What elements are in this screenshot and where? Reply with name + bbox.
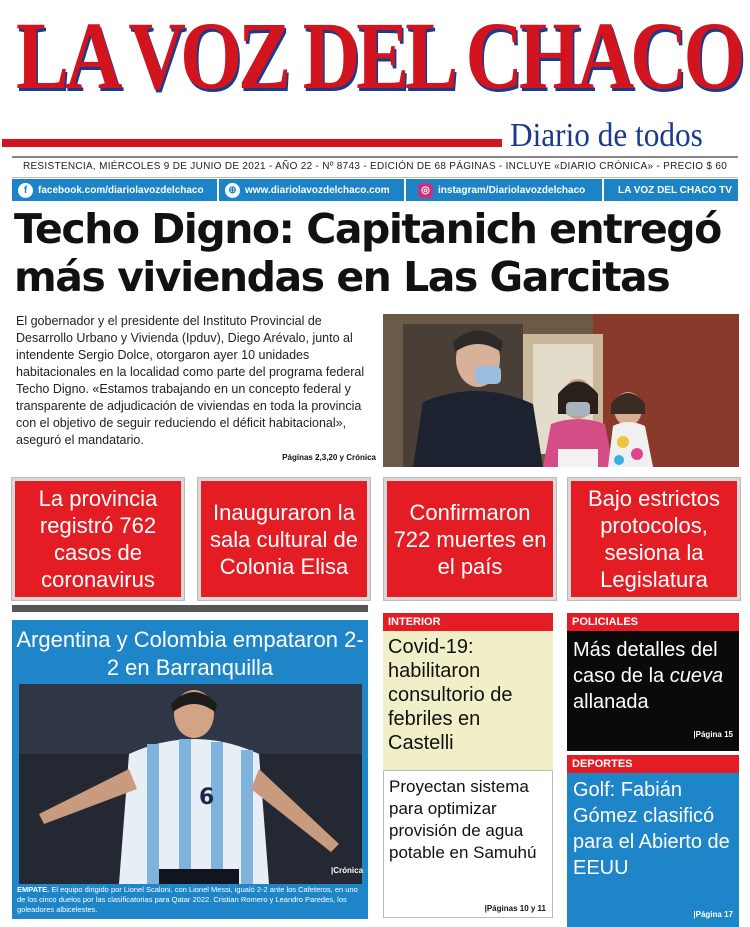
lead-photo — [383, 314, 739, 467]
tv-label: LA VOZ DEL CHACO TV — [618, 184, 732, 196]
interior-section — [383, 613, 553, 777]
caption-lead: EMPATE. — [17, 885, 50, 894]
section-tag-interior: INTERIOR — [383, 613, 553, 631]
water-page-ref: |Páginas 10 y 11 — [484, 904, 546, 913]
masthead — [10, 4, 740, 114]
policiales-story[interactable] — [567, 631, 739, 751]
section-tag-deportes: DEPORTES — [567, 755, 739, 773]
brief-box[interactable]: Bajo estrictos protocolos, sesiona la Legislatura — [568, 478, 740, 600]
right-column — [567, 613, 739, 927]
facebook-label: facebook.com/diariolavozdelchaco — [38, 184, 204, 196]
water-headline: Proyectan sistema para optimizar provisión de agua potable en Samuhú — [389, 777, 537, 862]
policiales-headline-a: Más detalles del caso de la — [573, 639, 718, 687]
website-label: www.diariolavozdelchaco.com — [245, 184, 390, 196]
policiales-headline-em: cueva — [669, 665, 724, 687]
instagram-icon: ◎ — [418, 183, 433, 198]
website-link[interactable] — [219, 179, 404, 201]
caption-text: El equipo dirigido por Lionel Scaloni, con Lionel Messi, igualó 2-2 ante los Cafeteros, en uno de los cinco duelos por las clasificatorias para Qatar 2022. Cristian Romero y Leandro Paredes, los goleadores albicelestes. — [17, 885, 358, 914]
lead-headline[interactable]: Techo Digno: Capitanich entregó más viviendas en Las Garcitas — [14, 205, 721, 301]
policiales-page-ref: |Página 15 — [693, 730, 733, 739]
briefs-row — [12, 478, 740, 600]
instagram-label: instagram/Diariolavozdelchaco — [438, 184, 586, 196]
photo-caption — [17, 885, 363, 915]
newspaper-title: LA VOZ DEL CHACO — [16, 2, 742, 109]
newspaper-subtitle: Diario de todos — [510, 117, 703, 154]
deportes-story[interactable] — [567, 773, 739, 927]
section-divider — [12, 605, 368, 612]
social-bar — [12, 179, 738, 201]
facebook-link[interactable] — [12, 179, 217, 201]
deportes-headline: Golf: Fabián Gómez clasificó para el Abierto de EEUU — [573, 779, 730, 879]
edition-info: RESISTENCIA, MIÉRCOLES 9 DE JUNIO DE 2021 - AÑO 22 - Nº 8743 - EDICIÓN DE 68 PÁGINAS - INCLUYE «DIARIO CRÓNICA» - PRECIO $ 60 — [12, 156, 738, 178]
brief-box[interactable]: Inauguraron la sala cultural de Colonia Elisa — [198, 478, 370, 600]
svg-text:6: 6 — [199, 785, 215, 810]
section-tag-policiales: POLICIALES — [567, 613, 739, 631]
sport-headline: Argentina y Colombia empataron 2-2 en Barranquilla — [16, 627, 364, 680]
globe-icon: ⊕ — [225, 183, 240, 198]
brief-box[interactable]: La provincia registró 762 casos de coronavirus — [12, 478, 184, 600]
policiales-headline-b: allanada — [573, 691, 649, 713]
sport-story[interactable] — [12, 620, 368, 919]
water-story[interactable] — [383, 770, 553, 918]
photo-credit: |Crónica — [331, 866, 364, 875]
football-photo — [19, 684, 362, 884]
interior-headline[interactable]: Covid-19: habilitaron consultorio de febriles en Castelli — [383, 631, 553, 777]
deportes-page-ref: |Página 17 — [693, 910, 733, 919]
masthead-rule — [2, 139, 502, 147]
tv-link[interactable] — [604, 179, 732, 201]
instagram-link[interactable] — [406, 179, 602, 201]
facebook-icon: f — [18, 183, 33, 198]
brief-box[interactable]: Confirmaron 722 muertes en el país — [384, 478, 556, 600]
lead-body: El gobernador y el presidente del Instituto Provincial de Desarrollo Urbano y Vivienda (Ipduv), Diego Arévalo, junto al intendente Sergio Dolce, otorgaron ayer 10 unidades habitacionales en la localidad como parte del programa federal Techo Digno. «Estamos trabajando en un concepto federal y transparente de adjudicación de viviendas en toda la provincia con el objetivo de seguir reduciendo el déficit habitacional», aseguró el mandatario. — [16, 314, 365, 447]
lead-page-ref: Páginas 2,3,20 y Crónica — [282, 453, 376, 462]
